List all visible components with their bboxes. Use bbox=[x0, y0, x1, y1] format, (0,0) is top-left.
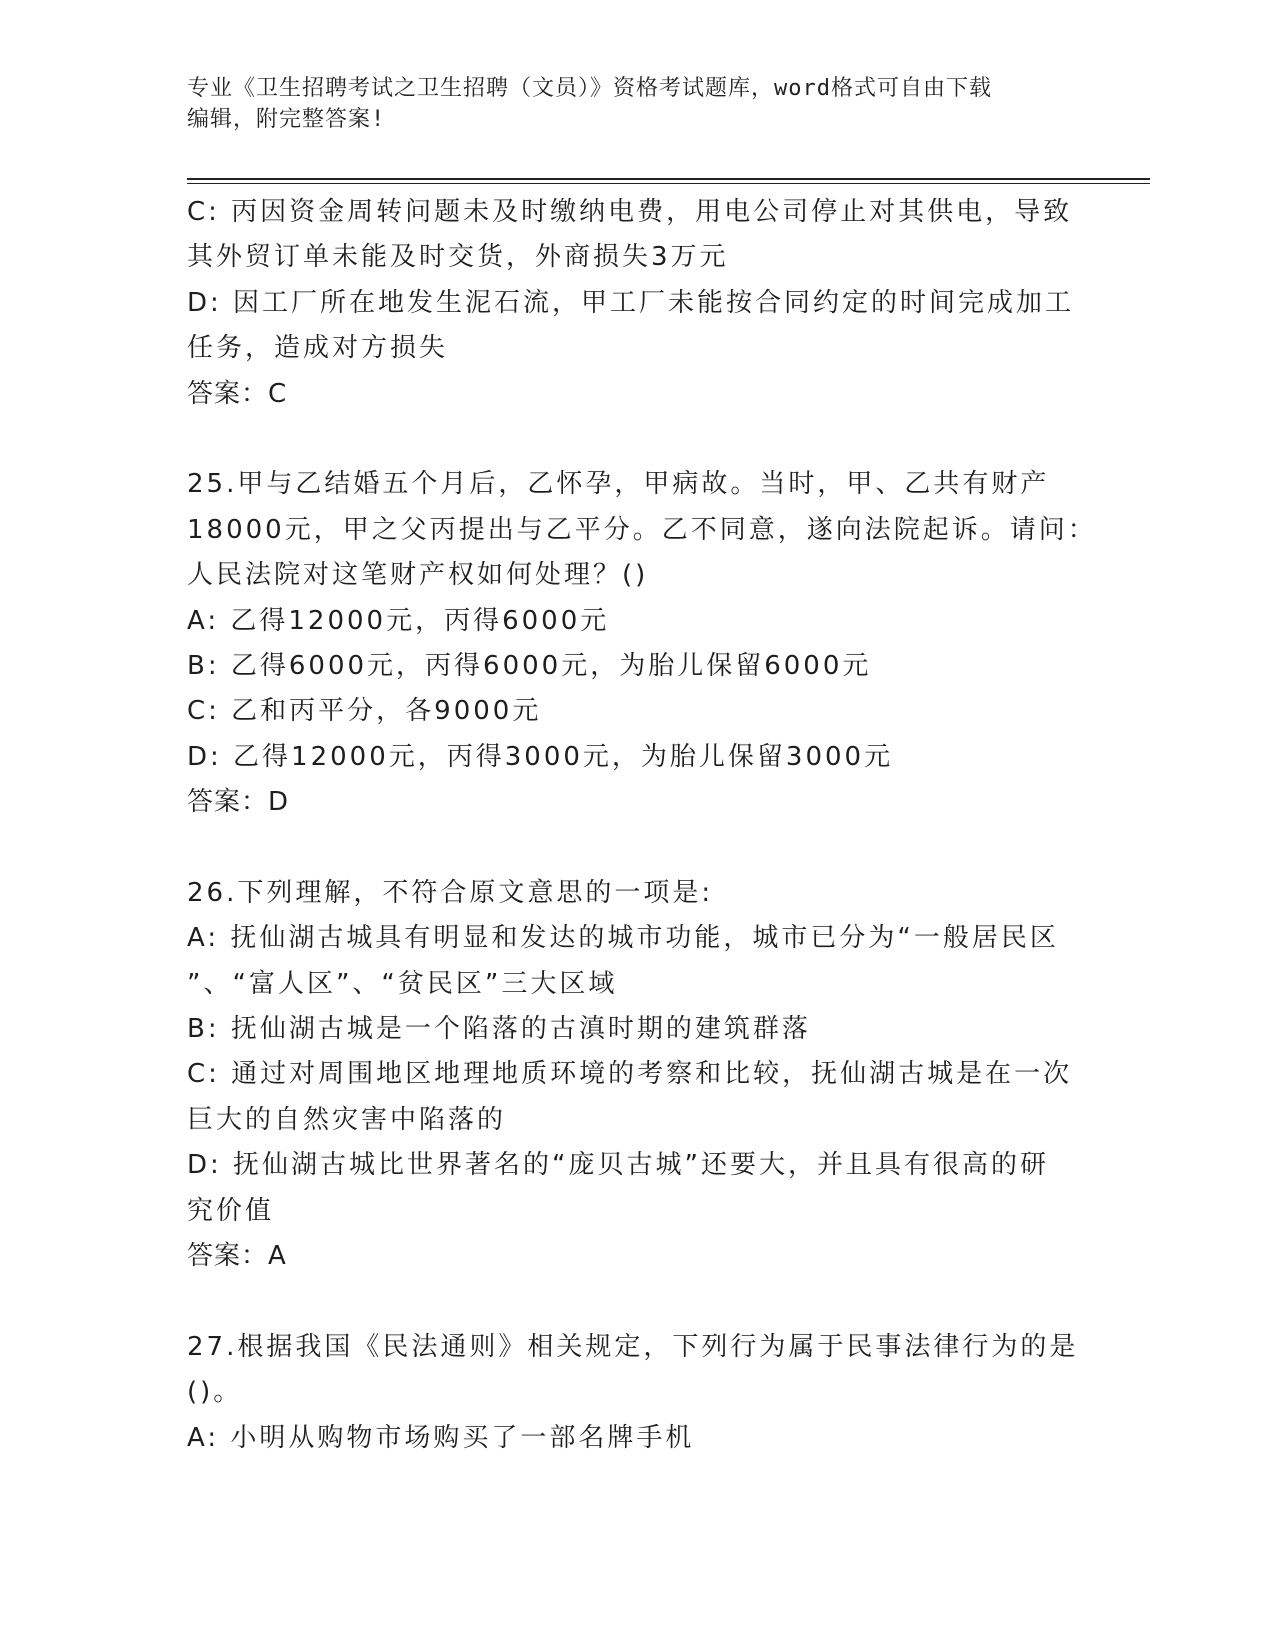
answer-line: 答案：A bbox=[187, 1240, 287, 1271]
option-line: D: 因工厂所在地发生泥石流，甲工厂未能按合同约定的时间完成加工 bbox=[187, 287, 1075, 318]
option-line: C: 丙因资金周转问题未及时缴纳电费，用电公司停止对其供电，导致 bbox=[187, 197, 1073, 227]
header-divider-thick bbox=[187, 178, 1150, 180]
question-stem: 25.甲与乙结婚五个月后，乙怀孕，甲病故。当时，甲、乙共有财产 bbox=[187, 469, 1050, 500]
question-stem: 人民法院对这笔财产权如何处理？() bbox=[187, 560, 649, 591]
answer-line: 答案：D bbox=[187, 787, 290, 818]
option-a: A: 乙得12000元，丙得6000元 bbox=[187, 605, 610, 636]
option-a-cont: ”、“富人区”、“贫民区”三大区域 bbox=[187, 968, 618, 999]
question-stem: 18000元，甲之父丙提出与乙平分。乙不同意，遂向法院起诉。请问： bbox=[187, 514, 1097, 545]
question-block-26 bbox=[187, 871, 1073, 1280]
option-c-cont: 巨大的自然灾害中陷落的 bbox=[187, 1104, 507, 1135]
question-stem: 27.根据我国《民法通则》相关规定，下列行为属于民事法律行为的是 bbox=[187, 1331, 1079, 1362]
option-a: A: 抚仙湖古城具有明显和发达的城市功能，城市已分为“一般居民区 bbox=[187, 923, 1059, 954]
option-line: 其外贸订单未能及时交货，外商损失3万元 bbox=[187, 242, 729, 273]
spacer bbox=[187, 417, 1067, 462]
question-block-24 bbox=[187, 190, 1075, 417]
document-body bbox=[187, 190, 1097, 1461]
header-divider-thin bbox=[187, 183, 1150, 184]
answer-line: 答案：C bbox=[187, 378, 288, 409]
question-block-25 bbox=[187, 462, 1097, 825]
option-line: 任务，造成对方损失 bbox=[187, 333, 449, 364]
header-line-1: 专业《卫生招聘考试之卫生招聘（文员）》资格考试题库，word格式可自由下载 bbox=[187, 76, 992, 101]
option-b: B: 抚仙湖古城是一个陷落的古滇时期的建筑群落 bbox=[187, 1014, 811, 1045]
option-c: C: 通过对周围地区地理地质环境的考察和比较，抚仙湖古城是在一次 bbox=[187, 1059, 1073, 1090]
question-stem-cont: ()。 bbox=[187, 1377, 243, 1408]
option-d: D: 乙得12000元，丙得3000元，为胎儿保留3000元 bbox=[187, 741, 894, 772]
option-b: B: 乙得6000元，丙得6000元，为胎儿保留6000元 bbox=[187, 650, 872, 681]
question-stem: 26.下列理解，不符合原文意思的一项是: bbox=[187, 877, 714, 908]
option-a: A: 小明从购物市场购买了一部名牌手机 bbox=[187, 1422, 695, 1453]
spacer bbox=[187, 1279, 1067, 1324]
option-d: D: 抚仙湖古城比世界著名的“庞贝古城”还要大，并且具有很高的研 bbox=[187, 1150, 1049, 1181]
question-block-27 bbox=[187, 1325, 1079, 1461]
option-c: C: 乙和丙平分，各9000元 bbox=[187, 696, 542, 727]
spacer bbox=[187, 825, 1067, 870]
option-d-cont: 究价值 bbox=[187, 1195, 275, 1226]
document-header bbox=[187, 73, 1067, 135]
header-line-2: 编辑，附完整答案! bbox=[187, 107, 386, 132]
